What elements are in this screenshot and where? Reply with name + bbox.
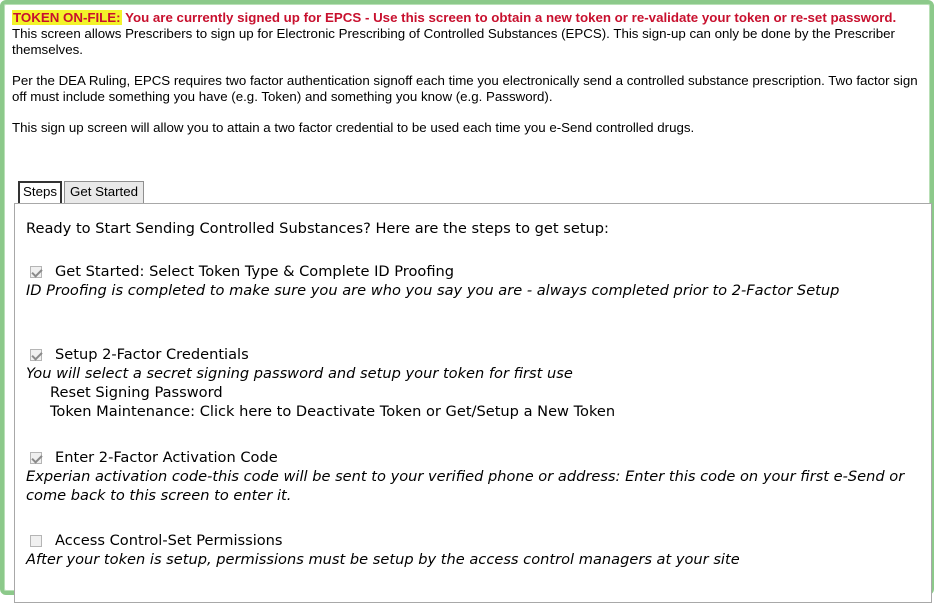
token-maintenance-link[interactable]: Token Maintenance: Click here to Deactivate Token or Get/Setup a New Token <box>50 403 616 420</box>
step-checkbox[interactable] <box>30 349 42 361</box>
status-message: You are currently signed up for EPCS - Use this screen to obtain a new token or re-validate your token or re-set password. <box>121 10 897 25</box>
step-setup-credentials <box>26 345 906 421</box>
signup-paragraph: This sign up screen will allow you to attain a two factor credential to be used each time you e-Send controlled drugs. <box>12 120 695 135</box>
step-title: Setup 2-Factor Credentials <box>55 346 249 363</box>
dea-ruling-paragraph: Per the DEA Ruling, EPCS requires two factor authentication signoff each time you electronically send a controlled substance prescription. Two factor sign off must include something you have (e.g. Token) and something you know (e.g. Password). <box>12 73 918 104</box>
token-status-tag: TOKEN ON-FILE: <box>13 10 121 25</box>
header-content <box>12 10 920 136</box>
step-get-started <box>26 262 906 300</box>
tab-get-started[interactable]: Get Started <box>64 181 144 203</box>
step-description: After your token is setup, permissions must be setup by the access control managers at your site <box>26 551 740 568</box>
status-banner <box>12 10 920 25</box>
step-title: Access Control-Set Permissions <box>55 532 283 549</box>
step-description: Experian activation code-this code will be sent to your verified phone or address: Enter this code on your first e-Send or come back to this screen to enter it. <box>26 468 905 504</box>
step-access-control <box>26 531 906 569</box>
step-checkbox[interactable] <box>30 535 42 547</box>
step-title: Enter 2-Factor Activation Code <box>55 449 278 466</box>
step-title: Get Started: Select Token Type & Complete ID Proofing <box>55 263 455 280</box>
step-activation-code <box>26 448 906 505</box>
intro-paragraph: This screen allows Prescribers to sign up for Electronic Prescribing of Controlled Substances (EPCS). This sign-up can only be done by the Prescriber themselves. <box>12 26 895 57</box>
step-description: You will select a secret signing password and setup your token for first use <box>26 365 573 382</box>
tab-bar <box>18 181 146 203</box>
step-checkbox[interactable] <box>30 266 42 278</box>
step-checkbox[interactable] <box>30 452 42 464</box>
reset-signing-password-link[interactable]: Reset Signing Password <box>50 384 223 401</box>
panel-intro: Ready to Start Sending Controlled Substances? Here are the steps to get setup: <box>26 220 609 237</box>
tab-steps[interactable]: Steps <box>18 181 62 204</box>
steps-panel <box>14 203 932 603</box>
step-description: ID Proofing is completed to make sure you are who you say you are - always completed prior to 2-Factor Setup <box>26 282 840 299</box>
